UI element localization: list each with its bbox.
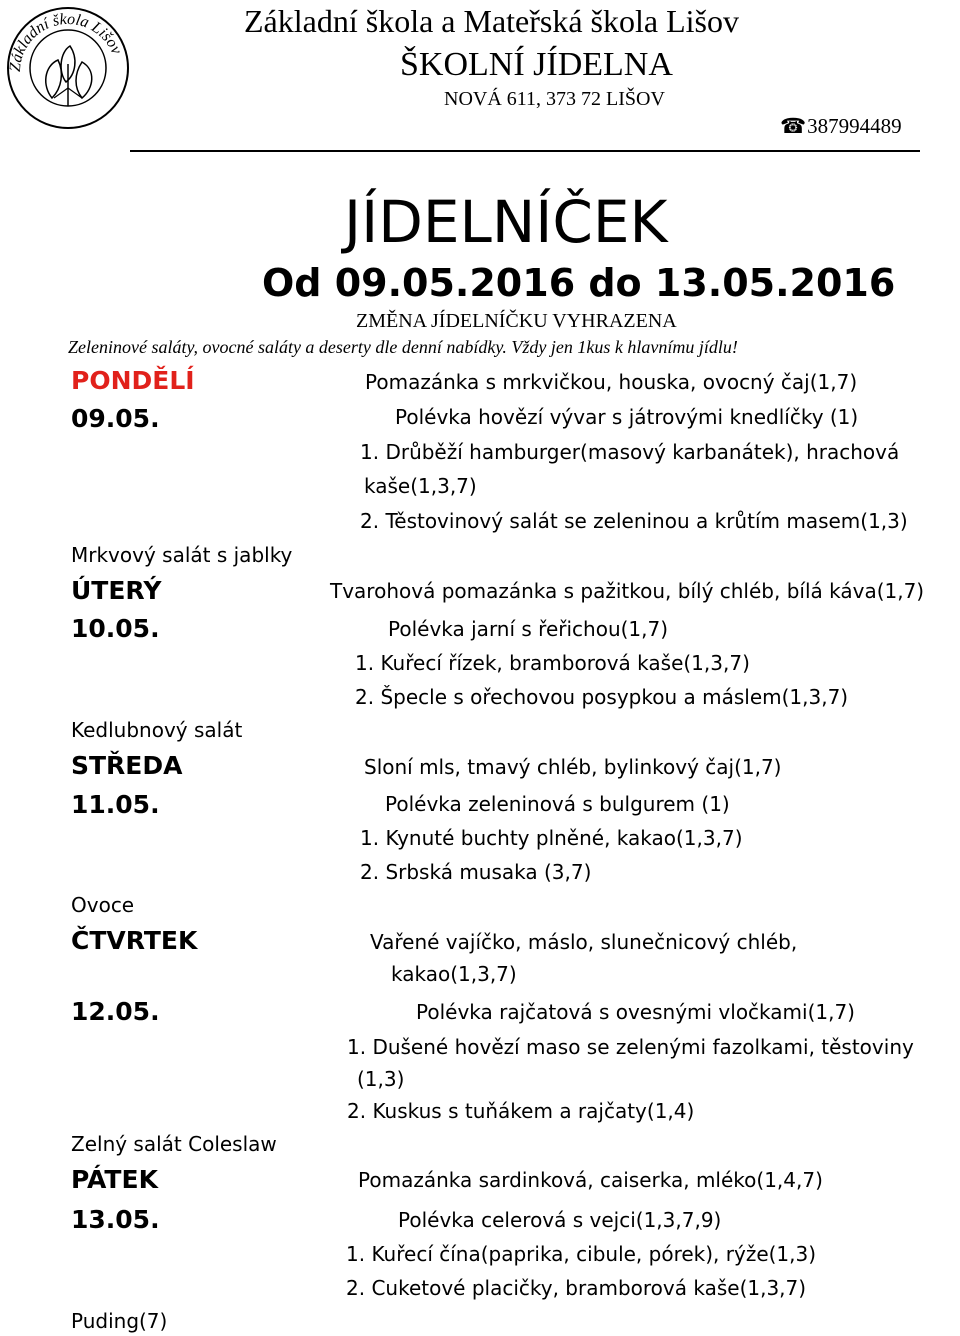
- snack-tuesday: Tvarohová pomazánka s pažitkou, bílý chléb, bílá káva(1,7): [330, 579, 925, 603]
- day-label-tuesday: ÚTERÝ: [71, 576, 162, 605]
- soup-wednesday: Polévka zeleninová s bulgurem (1): [385, 792, 730, 816]
- main2-friday: 2. Cuketové placičky, bramborová kaše(1,3,7): [346, 1276, 807, 1300]
- school-logo: [2, 2, 134, 130]
- info-note: Zeleninové saláty, ovocné saláty a deserty dle denní nabídky. Vždy jen 1kus k hlavnímu jídlu!: [68, 337, 738, 357]
- snack-monday: Pomazánka s mrkvičkou, houska, ovocný čaj(1,7): [365, 370, 858, 394]
- day-label-monday: PONDĚLÍ: [71, 366, 195, 395]
- date-range: Od 09.05.2016 do 13.05.2016: [262, 261, 896, 305]
- soup-tuesday: Polévka jarní s řeřichou(1,7): [388, 617, 669, 641]
- snack-wednesday: Sloní mls, tmavý chléb, bylinkový čaj(1,7): [364, 755, 782, 779]
- date-wednesday: 11.05.: [71, 790, 160, 819]
- svg-text:Základní škola Lišov: [7, 11, 125, 73]
- side-wednesday: Ovoce: [71, 893, 135, 917]
- main2-thursday: 2. Kuskus s tuňákem a rajčaty(1,4): [347, 1099, 695, 1123]
- side-thursday: Zelný salát Coleslaw: [71, 1132, 277, 1156]
- date-monday: 09.05.: [71, 404, 160, 433]
- logo-text: Základní škola Lišov: [6, 10, 125, 73]
- change-note: ZMĚNA JÍDELNÍČKU VYHRAZENA: [356, 310, 677, 332]
- canteen-title: ŠKOLNÍ JÍDELNA: [400, 46, 673, 83]
- main2-tuesday: 2. Špecle s ořechovou posypkou a máslem(1,3,7): [355, 685, 849, 709]
- soup-monday: Polévka hovězí vývar s játrovými knedlíčky (1): [395, 405, 859, 429]
- main1-monday: 1. Drůběží hamburger(masový karbanátek), hrachová: [360, 440, 900, 464]
- day-label-friday: PÁTEK: [71, 1165, 158, 1194]
- side-friday: Puding(7): [71, 1309, 168, 1333]
- soup-friday: Polévka celerová s vejci(1,3,7,9): [398, 1208, 722, 1232]
- main1-monday-cont: kaše(1,3,7): [364, 474, 477, 498]
- main2-wednesday: 2. Srbská musaka (3,7): [360, 860, 592, 884]
- address: NOVÁ 611, 373 72 LIŠOV: [444, 88, 665, 110]
- menu-title: JÍDELNÍČEK: [344, 188, 668, 256]
- side-tuesday: Kedlubnový salát: [71, 718, 243, 742]
- snack-friday: Pomazánka sardinková, caiserka, mléko(1,4,7): [358, 1168, 823, 1192]
- header-divider: [130, 150, 920, 152]
- soup-thursday: Polévka rajčatová s ovesnými vločkami(1,7): [416, 1000, 855, 1024]
- date-thursday: 12.05.: [71, 997, 160, 1026]
- main1-wednesday: 1. Kynuté buchty plněné, kakao(1,3,7): [360, 826, 743, 850]
- school-name: Základní škola a Mateřská škola Lišov: [244, 3, 739, 39]
- main1-friday: 1. Kuřecí čína(paprika, cibule, pórek), rýže(1,3): [346, 1242, 817, 1266]
- date-friday: 13.05.: [71, 1205, 160, 1234]
- main1-thursday: 1. Dušené hovězí maso se zelenými fazolkami, těstoviny: [347, 1035, 914, 1059]
- side-monday: Mrkvový salát s jablky: [71, 543, 293, 567]
- phone-number: 387994489: [807, 114, 902, 138]
- phone-contact: [780, 114, 902, 139]
- snack-thursday-cont: kakao(1,3,7): [391, 962, 517, 986]
- date-tuesday: 10.05.: [71, 614, 160, 643]
- main2-monday: 2. Těstovinový salát se zeleninou a krůtím masem(1,3): [360, 509, 908, 533]
- main1-tuesday: 1. Kuřecí řízek, bramborová kaše(1,3,7): [355, 651, 750, 675]
- day-label-thursday: ČTVRTEK: [71, 926, 198, 955]
- telephone-icon: ☎: [780, 114, 807, 138]
- snack-thursday: Vařené vajíčko, máslo, slunečnicový chléb,: [370, 930, 798, 954]
- main1-thursday-cont: (1,3): [357, 1067, 405, 1091]
- day-label-wednesday: STŘEDA: [71, 751, 183, 780]
